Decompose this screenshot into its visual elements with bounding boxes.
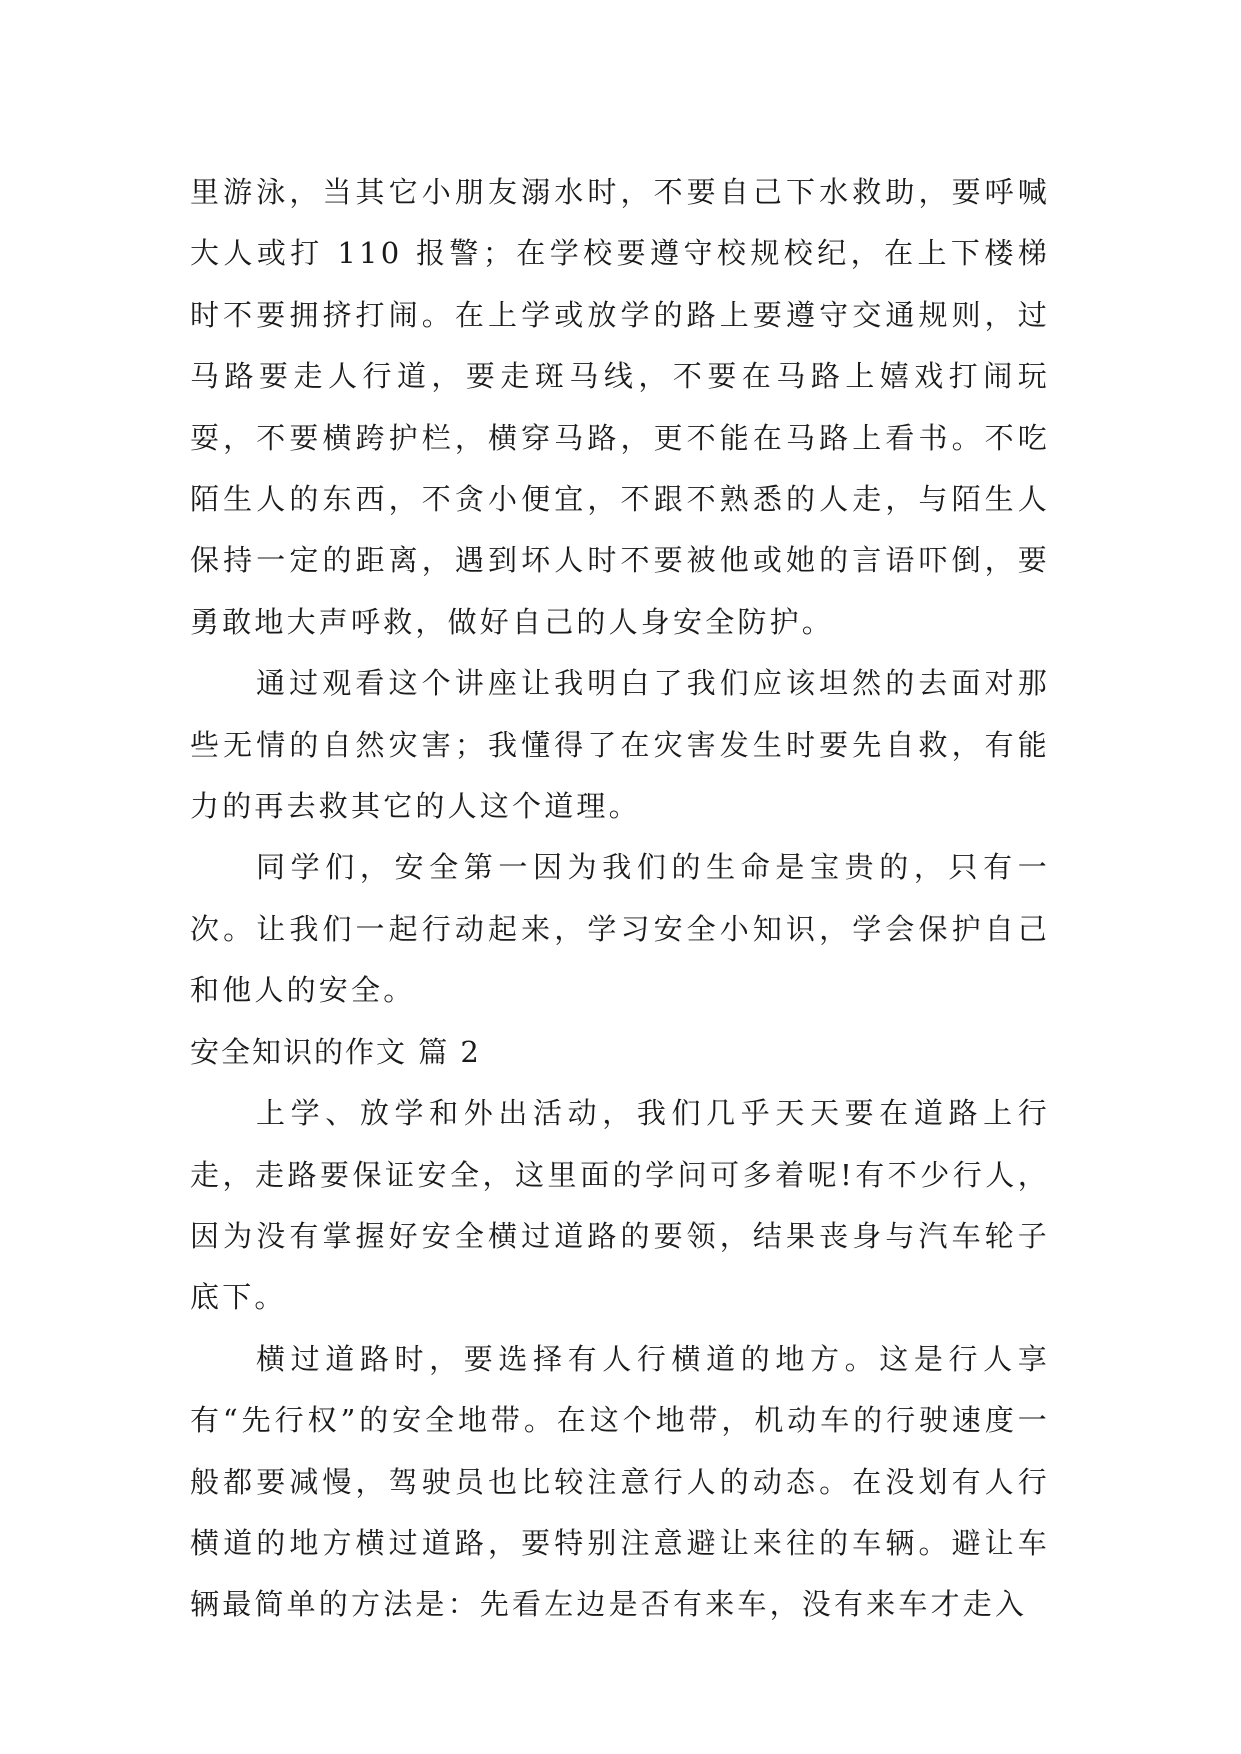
section-heading: 安全知识的作文 篇 2 [190,1034,481,1069]
paragraph-5: 横过道路时，要选择有人行横道的地方。这是行人享有“先行权”的安全地带。在这个地带，机动车的行驶速度一般都要减慢，驾驶员也比较注意行人的动态。在没划有人行横道的地方横过道路，要特别注意避让来往的车辆。避让车辆最简单的方法是：先看左边是否有来车，没有来车才走入 [190,1341,1050,1622]
paragraph-2: 通过观看这个讲座让我明白了我们应该坦然的去面对那些无情的自然灾害；我懂得了在灾害发生时要先自救，有能力的再去救其它的人这个道理。 [190,666,1050,824]
paragraph-3: 同学们，安全第一因为我们的生命是宝贵的，只有一次。让我们一起行动起来，学习安全小知识，学会保护自己和他人的安全。 [190,850,1050,1008]
paragraph-1: 里游泳，当其它小朋友溺水时，不要自己下水救助，要呼喊大人或打 110 报警；在学校要遵守校规校纪，在上下楼梯时不要拥挤打闹。在上学或放学的路上要遵守交通规则，过马路要走人行道，要走斑马线，不要在马路上嬉戏打闹玩耍，不要横跨护栏，横穿马路，更不能在马路上看书。不吃陌生人的东西，不贪小便宜，不跟不熟悉的人走，与陌生人保持一定的距离，遇到坏人时不要被他或她的言语吓倒，要勇敢地大声呼救，做好自己的人身安全防护。 [190,175,1050,639]
document-page [190,162,1050,1636]
paragraph-4: 上学、放学和外出活动，我们几乎天天要在道路上行走，走路要保证安全，这里面的学问可多着呢!有不少行人，因为没有掌握好安全横过道路的要领，结果丧身与汽车轮子底下。 [190,1096,1050,1315]
